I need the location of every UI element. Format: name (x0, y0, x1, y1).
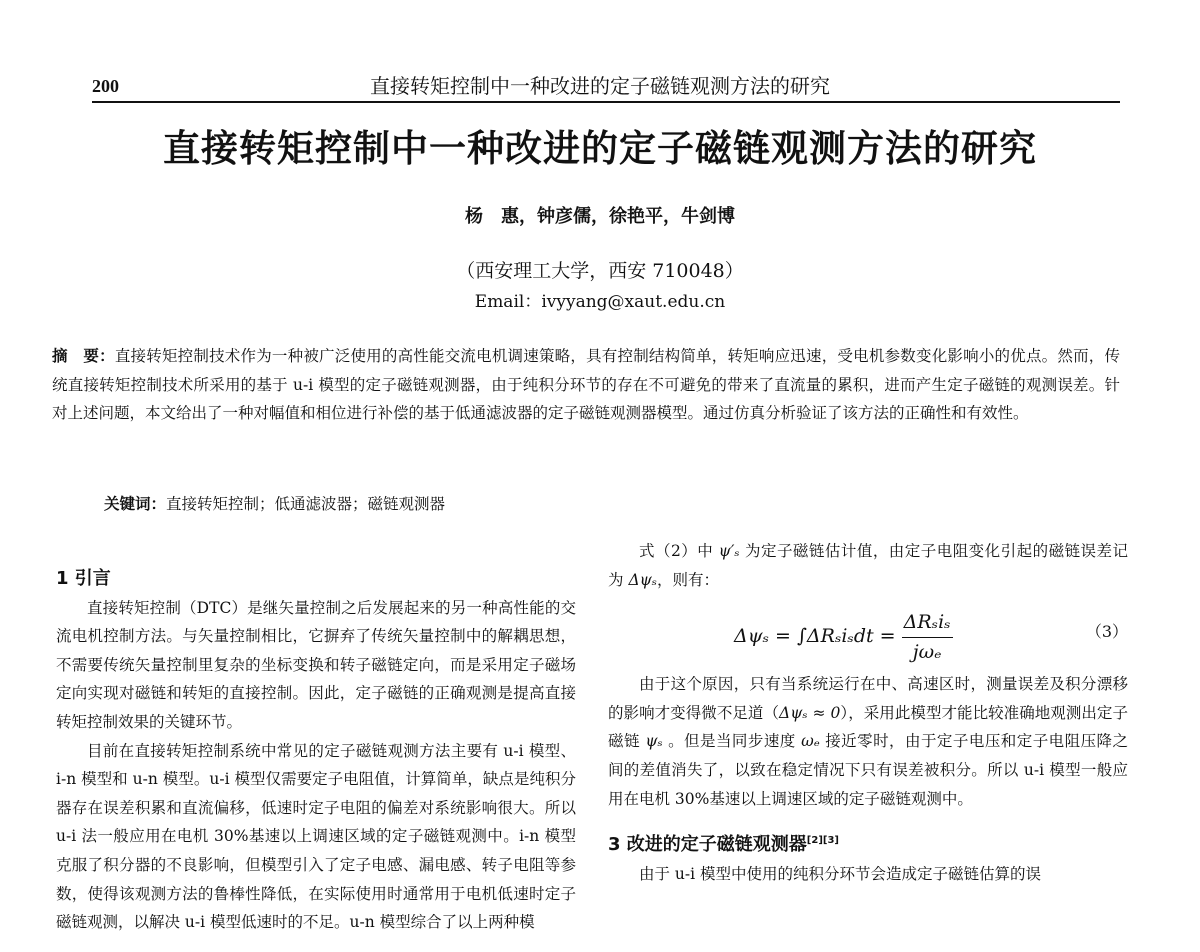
header-rule (92, 101, 1120, 103)
equation-3 (608, 600, 1128, 663)
left-column (56, 565, 576, 937)
paragraph: 由于 u-i 模型中使用的纯积分环节会造成定子磁链估算的误 (639, 864, 1042, 883)
text-run: 式（2）中 (639, 542, 719, 560)
text-run: 接近零时，由于定子电压和定子电阻压降之间的差值消失了，以致在稳定情况下只有误差被积分。所以 u-i 模型一般应用在电机 30%基速以上调速区域的定子磁链观测中。 (608, 732, 1128, 808)
text-run: 。但是当同步速度 (662, 732, 802, 751)
math-symbol: ψ′ₛ (718, 542, 740, 560)
authors: 杨 惠，钟彦儒，徐艳平，牛剑博 (465, 206, 735, 227)
text-run: ，则有： (657, 570, 720, 589)
math-symbol: ψₛ (645, 732, 663, 751)
paragraph: 目前在直接转矩控制系统中常见的定子磁链观测方法主要有 u-i 模型、i-n 模型和 u-n 模型。u-i 模型仅需要定子电阻值，计算简单，缺点是纯积分器存在误差积累和直流偏移，低速时定子电阻的偏差对系统影响很大。所以 u-i 法一般应用在电机 30%基速以上调速区域的定子磁链观测中。i-n 模型克服了积分器的不良影响，但模型引入了定子电感、漏电感、转子电阻等参数，使得该观测方法的鲁棒性降低，在实际使用时通常用于电机低速时定子磁链观测，以解决 u-i 模型低速时的不足。u-n 模型综合了以上两种模 (56, 741, 576, 932)
heading-citation: [2][3] (806, 835, 839, 847)
heading-text: 3 改进的定子磁链观测器 (608, 834, 807, 856)
equation-numerator: ΔRₛiₛ (902, 608, 953, 638)
equation-denominator: jωₑ (912, 640, 942, 663)
abstract-label: 摘 要： (52, 346, 115, 365)
email: Email：ivyyang@xaut.edu.cn (474, 292, 726, 312)
running-title: 直接转矩控制中一种改进的定子磁链观测方法的研究 (370, 74, 830, 98)
equation-fraction (902, 608, 953, 666)
equation-lhs: Δψₛ = ∫ΔRₛiₛdt = (734, 625, 896, 648)
keywords-label: 关键词： (104, 494, 167, 513)
equation-number: （3） (1085, 622, 1128, 642)
paragraph (608, 670, 1128, 813)
paragraph (608, 537, 1128, 594)
text-run: 由于这个原因，只有当系统运行在中、高速区时，测量误差及积分漂移的影响才变得微不足道（ (608, 675, 1128, 722)
page-number: 200 (92, 76, 119, 96)
keywords (104, 492, 445, 514)
text-run: ），采用此模型才能比较准确地观测出定子磁链 (608, 703, 1128, 751)
paragraph: 直接转矩控制（DTC）是继矢量控制之后发展起来的另一种高性能的交流电机控制方法。与矢量控制相比，它摒弃了传统矢量控制中的解耦思想，不需要传统矢量控制里复杂的坐标变换和转子磁链定向，而是采用定子磁场定向实现对磁链和转矩的直接控制。因此，定子磁链的正确观测是提高直接转矩控制效果的关键环节。 (56, 598, 576, 731)
paper-title: 直接转矩控制中一种改进的定子磁链观测方法的研究 (163, 127, 1037, 170)
math-symbol: ωₑ (801, 732, 820, 751)
abstract (52, 342, 1120, 428)
text-run: 为定子磁链估计值，由定子电阻变化引起的磁链误差记为 (608, 542, 1128, 589)
affiliation: （西安理工大学，西安 710048） (456, 260, 744, 282)
math-symbol: Δψₛ ≈ 0 (779, 703, 841, 722)
section-heading-intro: 1 引言 (56, 568, 111, 589)
spacer (608, 813, 1128, 827)
keywords-text: 直接转矩控制；低通滤波器；磁链观测器 (166, 495, 446, 513)
section-heading-3 (608, 827, 1128, 860)
abstract-text: 直接转矩控制技术作为一种被广泛使用的高性能交流电机调速策略，具有控制结构简单，转矩响应迅速，受电机参数变化影响小的优点。然而，传统直接转矩控制技术所采用的基于 u-i 模型的定子磁链观测器，由于纯积分环节的存在不可避免的带来了直流量的累积，进而产生定子磁链的观测误差。针对上述问题，本文给出了一种对幅值和相位进行补偿的基于低通滤波器的定子磁链观测器模型。通过仿真分析验证了该方法的正确性和有效性。 (52, 347, 1120, 422)
right-column (608, 537, 1128, 888)
math-symbol: Δψₛ (628, 570, 658, 589)
